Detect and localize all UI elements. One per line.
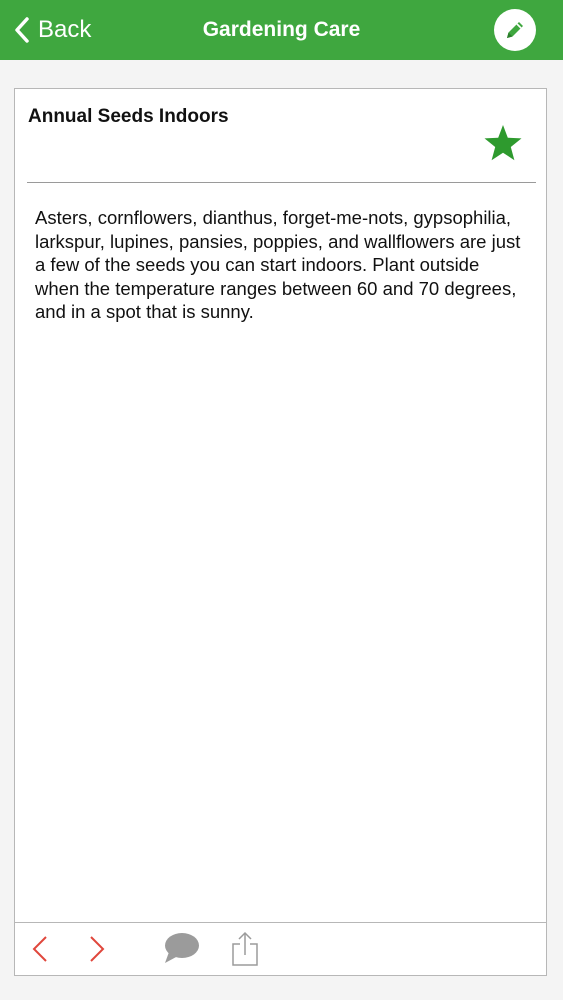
back-button[interactable]: [14, 11, 91, 49]
bottom-toolbar: [15, 922, 546, 975]
divider: [27, 182, 536, 183]
chevron-right-icon: [88, 934, 106, 964]
navigation-bar: [0, 0, 563, 60]
previous-button[interactable]: [28, 929, 52, 969]
share-icon: [230, 931, 260, 967]
chevron-left-icon: [14, 16, 30, 44]
back-label: Back: [38, 16, 92, 43]
comment-button[interactable]: [161, 929, 201, 969]
article-card: [14, 88, 547, 976]
article-body: Asters, cornflowers, dianthus, forget-me-nots, gypsophilia, larkspur, lupines, pansies, poppies, and wallflowers are just a few of the seeds you can start indoors. Plant outside when the temperature ranges between 60 and 70 degrees, and in a spot that is sunny.: [35, 207, 521, 323]
comment-icon: [162, 932, 200, 966]
page-title: Gardening Care: [202, 18, 361, 41]
chevron-left-icon: [31, 934, 49, 964]
article-title: Annual Seeds Indoors: [28, 106, 229, 127]
star-icon[interactable]: [483, 123, 523, 163]
pencil-icon: [503, 18, 527, 42]
share-button[interactable]: [228, 929, 262, 969]
next-button[interactable]: [85, 929, 109, 969]
edit-button[interactable]: [494, 9, 536, 51]
